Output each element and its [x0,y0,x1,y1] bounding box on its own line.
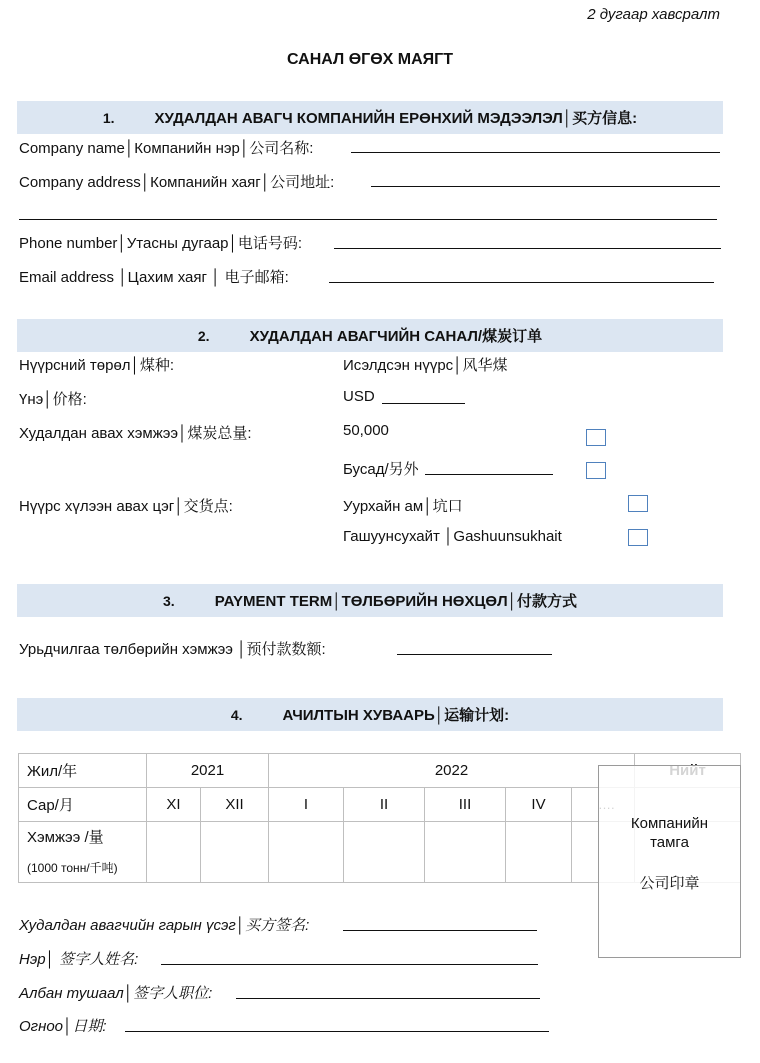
section-1-number: 1. [102,109,115,126]
section-1-header [17,101,723,134]
company-name-field[interactable] [351,152,720,153]
price-label: Үнэ│价格: [19,391,87,408]
volume-cell-iii[interactable] [425,822,506,883]
month-cell: XI [147,788,201,822]
volume-cell-iv[interactable] [506,822,572,883]
price-field[interactable] [382,403,465,404]
date-label: Огноо│日期: [19,1018,107,1035]
date-field[interactable] [125,1031,549,1032]
email-field[interactable] [329,282,714,283]
section-2-title: ХУДАЛДАН АВАГЧИЙН САНАЛ/煤炭订单 [249,328,543,345]
price-currency: USD [343,388,375,405]
delivery-option-gashuunsukhait: Гашуунсухайт │Gashuunsukhait [343,528,562,545]
section-2-number: 2. [197,327,210,344]
section-2-header [17,319,723,352]
prepayment-label: Урьдчилгаа төлбөрийн хэмжээ │预付款数额: [19,641,326,658]
signer-name-field[interactable] [161,964,538,965]
quantity-other-field[interactable] [425,474,553,475]
quantity-other-checkbox[interactable] [586,462,606,479]
signer-position-field[interactable] [236,998,540,999]
volume-unit: (1000 тонн/千吨) [27,861,118,875]
section-4-number: 4. [230,706,243,723]
delivery-gashuunsukhait-checkbox[interactable] [628,529,648,546]
section-1-title: ХУДАЛДАН АВАГЧ КОМПАНИЙН ЕРӨНХИЙ МЭДЭЭЛЭЛ│买方信息: [154,110,638,127]
section-3-number: 3. [163,592,175,609]
company-address-label: Company address│Компанийн хаяг│公司地址: [19,174,335,191]
stamp-label-cn: 公司印章 [639,875,700,892]
quantity-option-other: Бусад/另外 [343,461,419,478]
delivery-point-label: Нүүрс хүлээн авах цэг│交货点: [19,498,233,515]
volume-cell-ii[interactable] [344,822,425,883]
year-2021: 2021 [147,754,269,788]
month-header: Сар/月 [19,788,147,822]
appendix-note: 2 дугаар хавсралт [587,6,720,23]
signer-position-label: Албан тушаал│签字人职位: [19,985,213,1002]
volume-label: Хэмжээ /量 [27,829,104,846]
quantity-label: Худалдан авах хэмжээ│煤炭总量: [19,425,252,442]
volume-cell-xi[interactable] [147,822,201,883]
volume-cell-i[interactable] [269,822,344,883]
month-cell: IV [506,788,572,822]
coal-type-value: Исэлдсэн нүүрс│风华煤 [343,357,508,374]
signature-label: Худалдан авагчийн гарын үсэг│买方签名: [19,917,310,934]
section-4-header [17,698,723,731]
year-2022: 2022 [269,754,635,788]
quantity-50000-checkbox[interactable] [586,429,606,446]
phone-label: Phone number│Утасны дугаар│电话号码: [19,235,303,252]
signature-field[interactable] [343,930,537,931]
quantity-option-50000: 50,000 [343,422,389,439]
coal-type-label: Нүүрсний төрөл│煤种: [19,357,175,374]
phone-field[interactable] [334,248,721,249]
section-4-title: АЧИЛТЫН ХУВААРЬ│运输计划: [282,707,510,724]
email-label: Email address │Цахим хаяг │ 电子邮箱: [19,269,289,286]
month-cell: XII [201,788,269,822]
month-cell: III [425,788,506,822]
delivery-minemouth-checkbox[interactable] [628,495,648,512]
stamp-label: Компанийн тамга [630,815,709,851]
company-address-field[interactable] [371,186,720,187]
signer-name-label: Нэр│ 签字人姓名: [19,951,139,968]
section-3-header [17,584,723,617]
company-name-label: Company name│Компанийн нэр│公司名称: [19,140,314,157]
month-cell: I [269,788,344,822]
company-address-field-line2[interactable] [19,219,717,220]
company-stamp-box [598,765,741,958]
delivery-option-minemouth: Уурхайн ам│坑口 [343,498,463,515]
page-title: САНАЛ ӨГӨХ МАЯГТ [287,51,453,68]
prepayment-field[interactable] [397,654,552,655]
month-cell: II [344,788,425,822]
section-3-title: PAYMENT TERM│ТӨЛБӨРИЙН НӨХЦӨЛ│付款方式 [214,593,577,610]
volume-header [19,822,147,883]
year-header: Жил/年 [19,754,147,788]
volume-cell-xii[interactable] [201,822,269,883]
